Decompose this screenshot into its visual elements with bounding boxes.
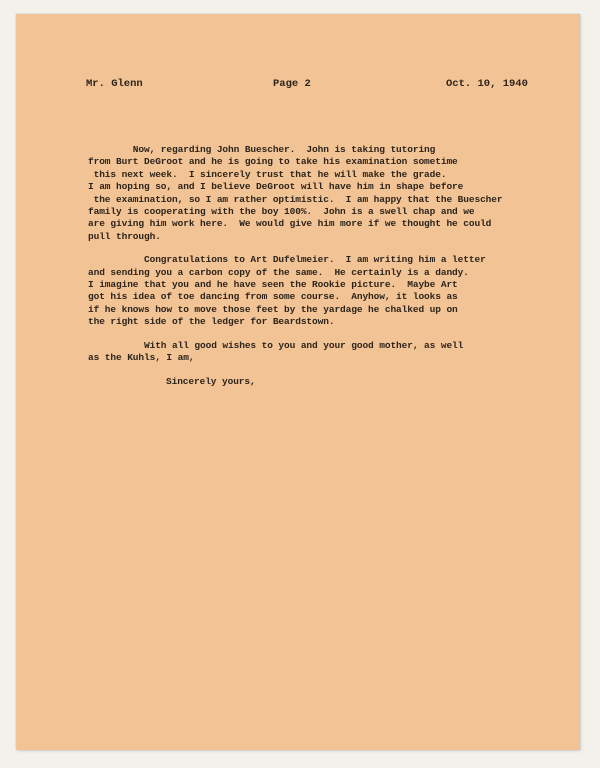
- paragraph-dufelmeier: [88, 254, 540, 328]
- text-line: if he knows how to move those feet by the yardage he chalked up on: [88, 303, 458, 315]
- text-line: Now, regarding John Buescher. John is taking tutoring: [88, 144, 436, 155]
- paragraph-wishes: [88, 340, 540, 365]
- text-line: this next week. I sincerely trust that he will make the grade.: [88, 168, 447, 180]
- closing-salutation: Sincerely yours,: [166, 375, 256, 387]
- letter-header: [16, 78, 580, 92]
- text-line: are giving him work here. We would give him more if we thought he could: [88, 218, 492, 230]
- letter-body: [88, 144, 540, 388]
- text-line: from Burt DeGroot and he is going to take his examination sometime: [88, 156, 458, 168]
- text-line: the examination, so I am rather optimistic. I am happy that the Buescher: [88, 193, 503, 205]
- text-line: family is cooperating with the boy 100%. John is a swell chap and we: [88, 206, 475, 218]
- text-line: the right side of the ledger for Beardstown.: [88, 316, 335, 328]
- text-line: and sending you a carbon copy of the same. He certainly is a dandy.: [88, 266, 469, 278]
- header-page-number: Page 2: [273, 78, 311, 90]
- header-date: Oct. 10, 1940: [446, 78, 528, 90]
- text-line: I imagine that you and he have seen the Rookie picture. Maybe Art: [88, 279, 458, 291]
- paragraph-buescher: [88, 144, 540, 243]
- text-line: I am hoping so, and I believe DeGroot will have him in shape before: [88, 181, 464, 193]
- text-line: With all good wishes to you and your good mother, as well: [88, 339, 464, 351]
- header-recipient: Mr. Glenn: [86, 78, 143, 90]
- text-line: pull through.: [88, 230, 161, 242]
- letter-page: [16, 14, 580, 750]
- text-line: as the Kuhls, I am,: [88, 352, 195, 364]
- text-line: Congratulations to Art Dufelmeier. I am writing him a letter: [88, 254, 486, 266]
- text-line: got his idea of toe dancing from some course. Anyhow, it looks as: [88, 291, 458, 303]
